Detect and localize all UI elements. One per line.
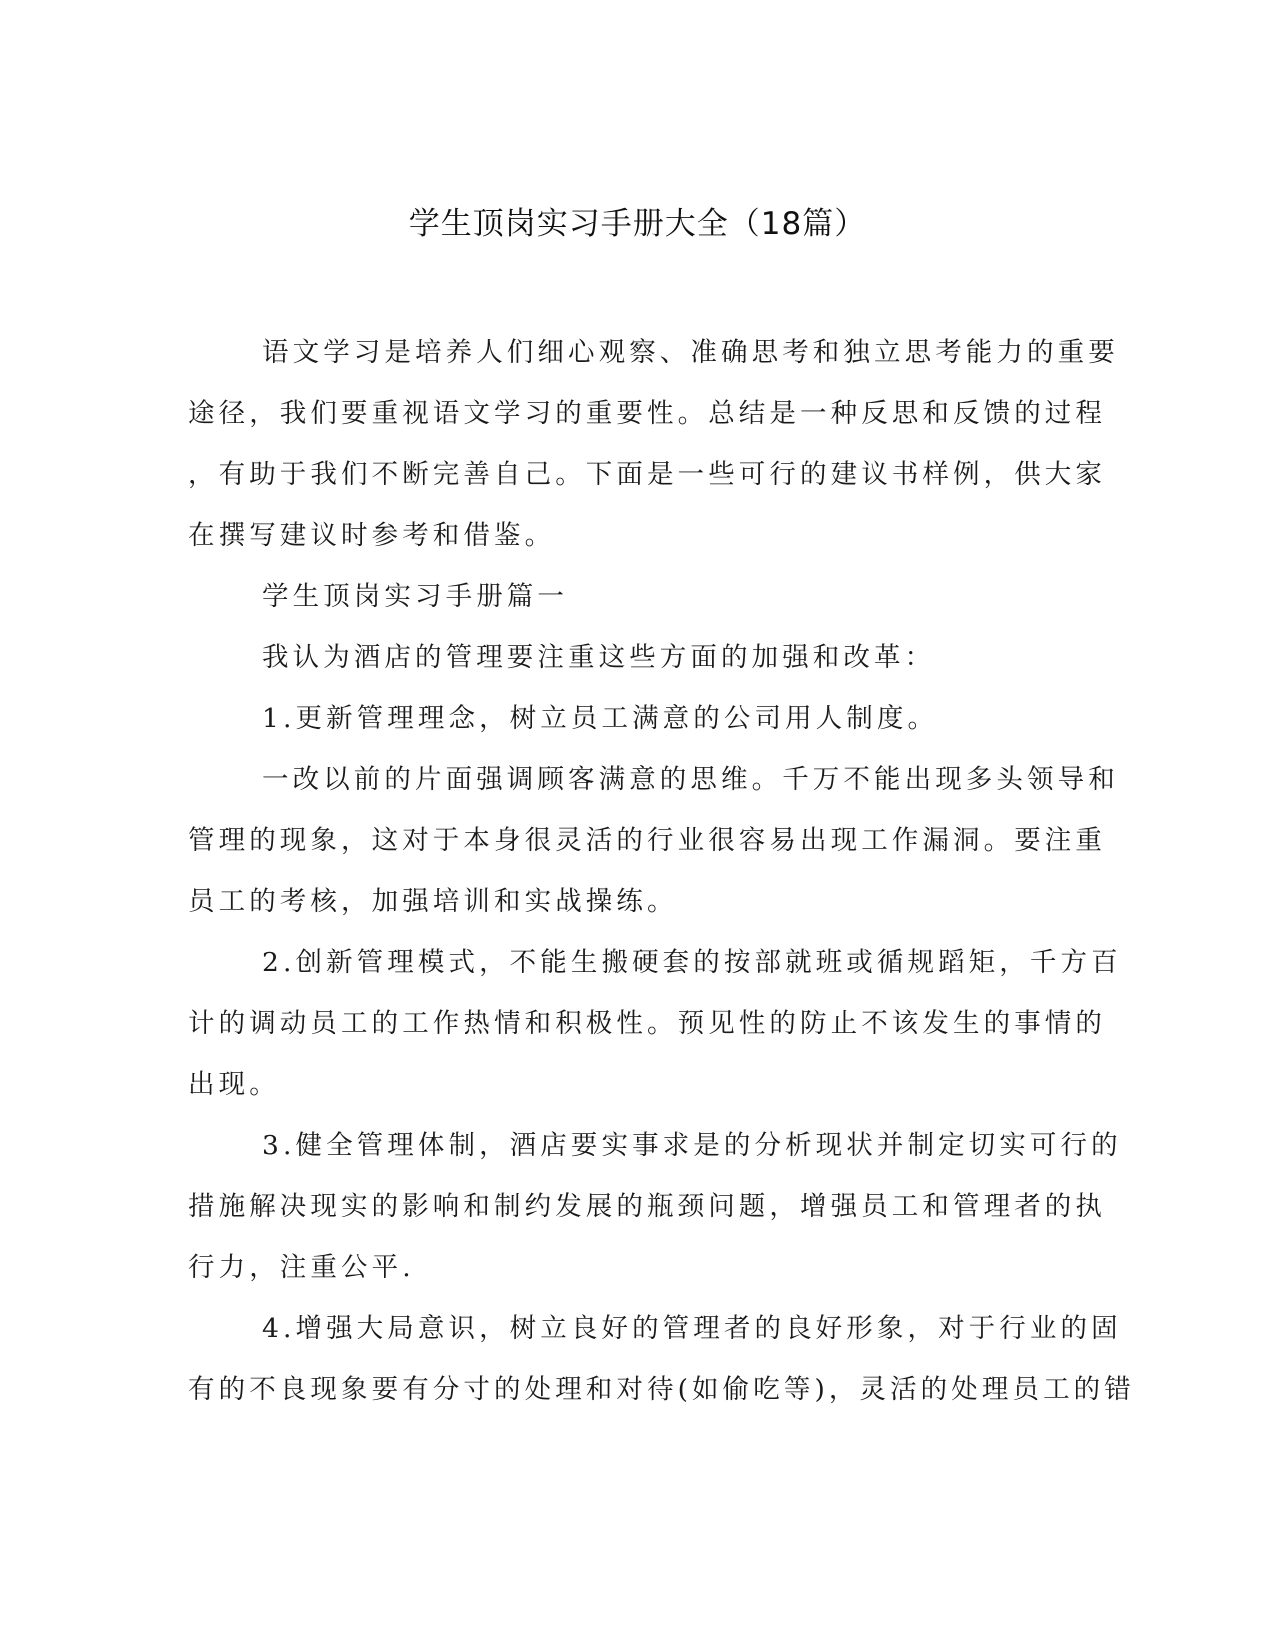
section-heading: [188, 566, 1088, 627]
list-item-3: [188, 1115, 1122, 1298]
text-line: 1.更新管理理念，树立员工满意的公司用人制度。: [262, 703, 939, 734]
text-line: 途径，我们要重视语文学习的重要性。总结是一种反思和反馈的过程: [188, 398, 1106, 429]
text-line: 计的调动员工的工作热情和积极性。预见性的防止不该发生的事情的: [188, 1008, 1106, 1039]
list-item-1: [188, 688, 1088, 749]
text-line: 在撰写建议时参考和借鉴。: [188, 520, 556, 551]
text-line: 2.创新管理模式，不能生搬硬套的按部就班或循规蹈矩，千方百: [262, 947, 1122, 978]
text-line: 学生顶岗实习手册篇一: [262, 581, 568, 612]
text-line: 3.健全管理体制，酒店要实事求是的分析现状并制定切实可行的: [262, 1130, 1122, 1161]
text-line: ，有助于我们不断完善自己。下面是一些可行的建议书样例，供大家: [188, 459, 1106, 490]
page-title: 学生顶岗实习手册大全（18篇）: [408, 206, 867, 242]
text-line: 措施解决现实的影响和制约发展的瓶颈问题，增强员工和管理者的执: [188, 1191, 1106, 1222]
text-line: 出现。: [188, 1069, 280, 1100]
text-line: 行力，注重公平.: [188, 1252, 415, 1283]
text-line: 员工的考核，加强培训和实战操练。: [188, 886, 678, 917]
paragraph: [188, 627, 1088, 688]
text-line: 4.增强大局意识，树立良好的管理者的良好形象，对于行业的固: [262, 1313, 1122, 1344]
paragraph-intro: [188, 322, 1119, 566]
text-line: 语文学习是培养人们细心观察、准确思考和独立思考能力的重要: [262, 337, 1119, 368]
text-line: 一改以前的片面强调顾客满意的思维。千万不能出现多头领导和: [262, 764, 1119, 795]
list-item-4: [188, 1298, 1135, 1420]
text-line: 管理的现象，这对于本身很灵活的行业很容易出现工作漏洞。要注重: [188, 825, 1106, 856]
list-item-2: [188, 932, 1122, 1115]
paragraph: [188, 749, 1119, 932]
document-body: [188, 322, 1135, 1420]
text-line: 我认为酒店的管理要注重这些方面的加强和改革：: [262, 642, 936, 673]
text-line: 有的不良现象要有分寸的处理和对待(如偷吃等)，灵活的处理员工的错: [188, 1374, 1135, 1405]
